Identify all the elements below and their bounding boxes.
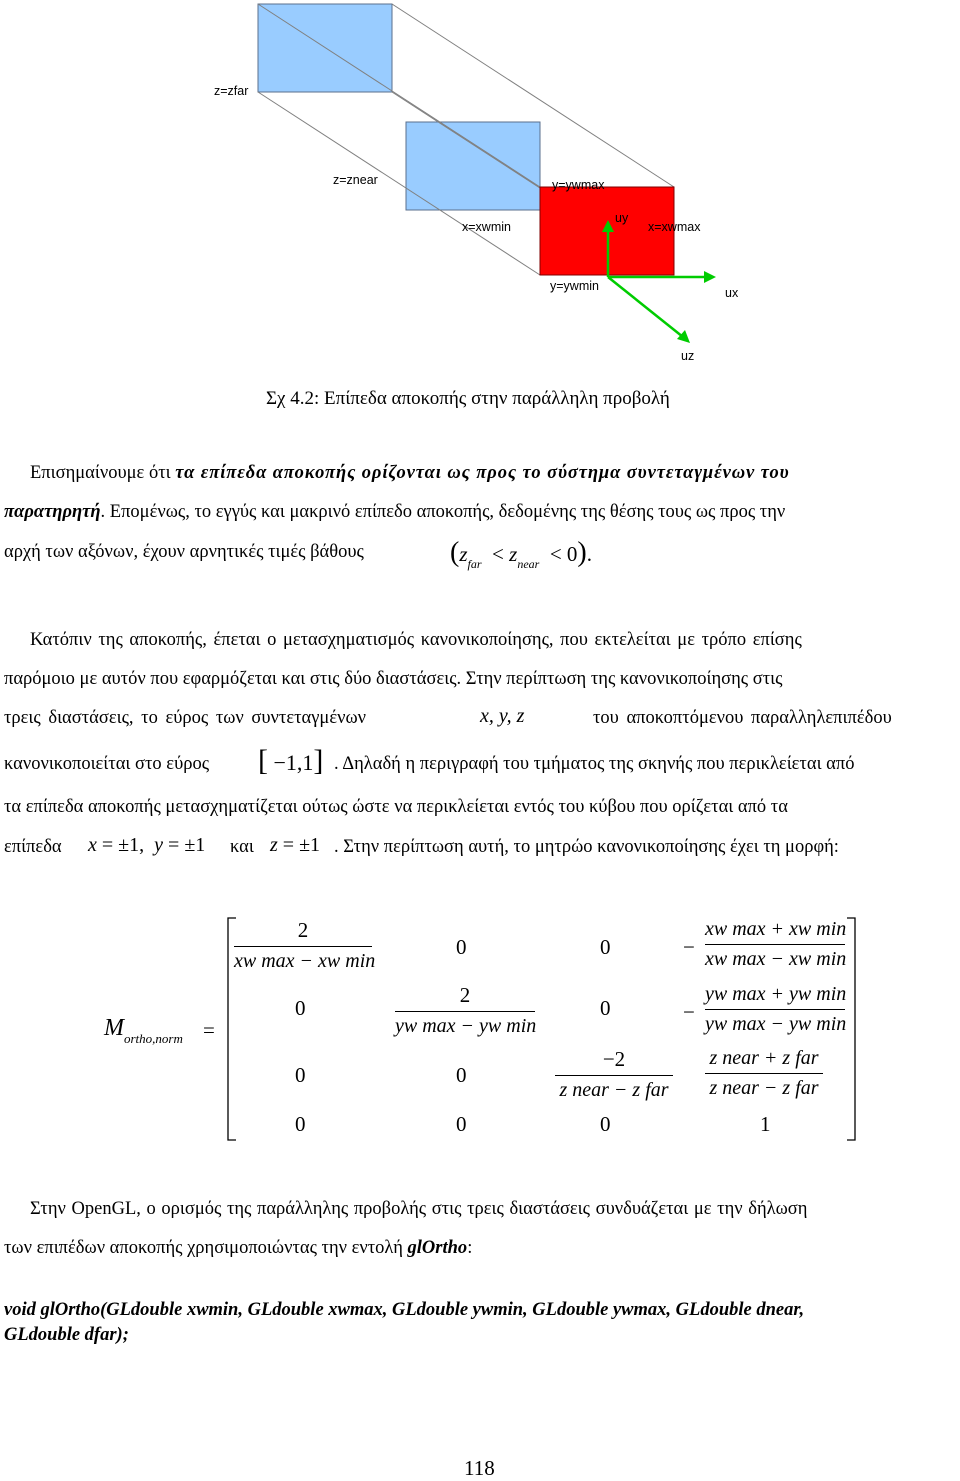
- para1-line1-emphasis: τα επίπεδα αποκοπής ορίζονται ως προς το σύστημα συντεταγμένων του: [175, 463, 790, 483]
- matrix-r4c1: 0: [295, 1112, 306, 1136]
- matrix-r2c4: [705, 983, 845, 1036]
- matrix-r2c3: 0: [600, 996, 611, 1020]
- clipping-planes-figure: [0, 0, 960, 380]
- matrix-equals: =: [203, 1018, 215, 1042]
- fraction-bar: [705, 1073, 823, 1074]
- para2-range: [ −1,1]: [258, 744, 324, 777]
- matrix-r2c2-den: yw max − yw min: [395, 1015, 537, 1037]
- matrix-r1c3: 0: [600, 935, 611, 959]
- matrix-r3c3-den: z near − z far: [559, 1079, 669, 1101]
- z-near-label: z=znear: [333, 173, 378, 187]
- para1-line1: [30, 463, 790, 484]
- matrix-r1c1: [234, 918, 376, 973]
- para1-line1-text: Επισημαίνουμε ότι: [30, 463, 176, 483]
- para2-line4b: . Δηλαδή η περιγραφή του τμήματος της σκηνής που περικλείεται από: [334, 754, 855, 774]
- matrix-r2c4-den: yw max − yw min: [705, 1013, 847, 1035]
- para1-line2: [4, 502, 785, 523]
- fraction-bar: [705, 944, 845, 945]
- matrix-r3c2: 0: [456, 1063, 467, 1087]
- matrix-r3c4-den: z near − z far: [709, 1077, 819, 1099]
- matrix-r1c1-num: 2: [297, 918, 309, 942]
- uy-label: uy: [615, 211, 629, 225]
- fraction-bar: [234, 946, 372, 947]
- fraction-bar: [555, 1075, 673, 1076]
- x-max-label: x=xwmax: [648, 220, 701, 234]
- para2-line3a: τρεις διαστάσεις, το εύρος των συντεταγμένων: [4, 708, 367, 728]
- para2-xyz: x, y, z: [480, 705, 525, 727]
- para2-line4a: κανονικοποιείται στο εύρος: [4, 754, 210, 774]
- code-line2: GLdouble dfar);: [4, 1325, 129, 1345]
- code-line1: void glOrtho(GLdouble xwmin, GLdouble xwmax, GLdouble ywmin, GLdouble ywmax, GLdouble dnear,: [4, 1300, 805, 1320]
- para2-line6a: επίπεδα: [4, 837, 62, 857]
- matrix-r2c2-num: 2: [459, 983, 471, 1007]
- para1-line2-emphasis: παρατηρητή: [4, 502, 101, 522]
- matrix-r2c4-num: yw max + yw min: [705, 983, 847, 1005]
- matrix-r2c2: [395, 983, 535, 1038]
- para2-line5: τα επίπεδα αποκοπής μετασχηματίζεται ούτως ώστε να περικλείεται εντός του κύβου που ορίζεται από τα: [4, 797, 788, 817]
- para2-xy-bounds: x = ±1, y = ±1: [88, 834, 206, 856]
- para2-line1: Κατόπιν της αποκοπής, έπεται ο μετασχηματισμός κανονικοποίησης, που εκτελείται με τρόπο επίσης: [30, 630, 802, 650]
- para2-line3b: του αποκοπτόμενου παραλληλεπιπέδου: [593, 708, 892, 728]
- matrix-lhs-symbol: M: [104, 1015, 124, 1041]
- ux-arrowhead: [704, 271, 716, 283]
- para3-line2: [4, 1238, 472, 1259]
- matrix-r4c2: 0: [456, 1112, 467, 1136]
- matrix-r3c3-num: −2: [602, 1047, 626, 1071]
- para1-inequality: $(z_{far} < z_{near} < 0)$.: [450, 537, 592, 571]
- figure-caption: Σχ 4.2: Επίπεδα αποκοπής στην παράλληλη προβολή: [266, 388, 670, 409]
- matrix-r1c2: 0: [456, 935, 467, 959]
- matrix-r3c4-num: z near + z far: [709, 1047, 819, 1069]
- uz-arrowhead: [677, 330, 690, 343]
- y-max-label: y=ywmax: [552, 178, 605, 192]
- fraction-bar: [395, 1011, 535, 1012]
- para3-line2-colon: :: [467, 1238, 473, 1258]
- matrix-r3c3: [555, 1047, 673, 1102]
- middle-plane: [406, 122, 540, 210]
- para1-line2-text: . Επομένως, το εγγύς και μακρινό επίπεδο αποκοπής, δεδομένης της θέσης τους ως προς την: [100, 502, 786, 522]
- y-min-label: y=ywmin: [550, 279, 599, 293]
- para2-z-bounds: z = ±1: [270, 834, 321, 856]
- matrix-r1c4-minus: −: [683, 935, 695, 959]
- para3-line2-text: των επιπέδων αποκοπής χρησιμοποιώντας την εντολή: [4, 1238, 408, 1258]
- fraction-bar: [705, 1009, 845, 1010]
- matrix-lhs: [104, 1015, 183, 1046]
- matrix-r2c1: 0: [295, 996, 306, 1020]
- matrix-r4c3: 0: [600, 1112, 611, 1136]
- matrix-r1c4-den: xw max − xw min: [705, 948, 847, 970]
- uz-label: uz: [681, 349, 695, 363]
- para2-line2: παρόμοιο με αυτόν που εφαρμόζεται και στις δύο διαστάσεις. Στην περίπτωση της κανονικοποίησης στις: [4, 669, 783, 689]
- glortho-command: glOrtho: [407, 1238, 468, 1258]
- x-min-label: x=xwmin: [462, 220, 511, 234]
- matrix-lhs-subscript: ortho,norm: [124, 1031, 183, 1046]
- matrix-r1c4-num: xw max + xw min: [705, 918, 847, 940]
- matrix-r3c1: 0: [295, 1063, 306, 1087]
- para2-line6-kai: και: [230, 837, 254, 857]
- matrix-r3c4: [705, 1047, 823, 1100]
- matrix-r1c4: [705, 918, 845, 971]
- para3-line1: Στην OpenGL, ο ορισμός της παράλληλης προβολής στις τρεις διαστάσεις συνδυάζεται με την δήλωση: [30, 1199, 808, 1219]
- z-far-label: z=zfar: [214, 84, 249, 98]
- matrix-r2c4-minus: −: [683, 1000, 695, 1024]
- matrix-r4c4: 1: [760, 1112, 771, 1136]
- matrix-r1c1-den: xw max − xw min: [234, 950, 376, 972]
- ux-label: ux: [725, 286, 739, 300]
- para1-line3: αρχή των αξόνων, έχουν αρνητικές τιμές βάθους: [4, 542, 364, 562]
- para2-line6b: . Στην περίπτωση αυτή, το μητρώο κανονικοποίησης έχει τη μορφή:: [334, 837, 839, 857]
- page-number: 118: [464, 1456, 495, 1480]
